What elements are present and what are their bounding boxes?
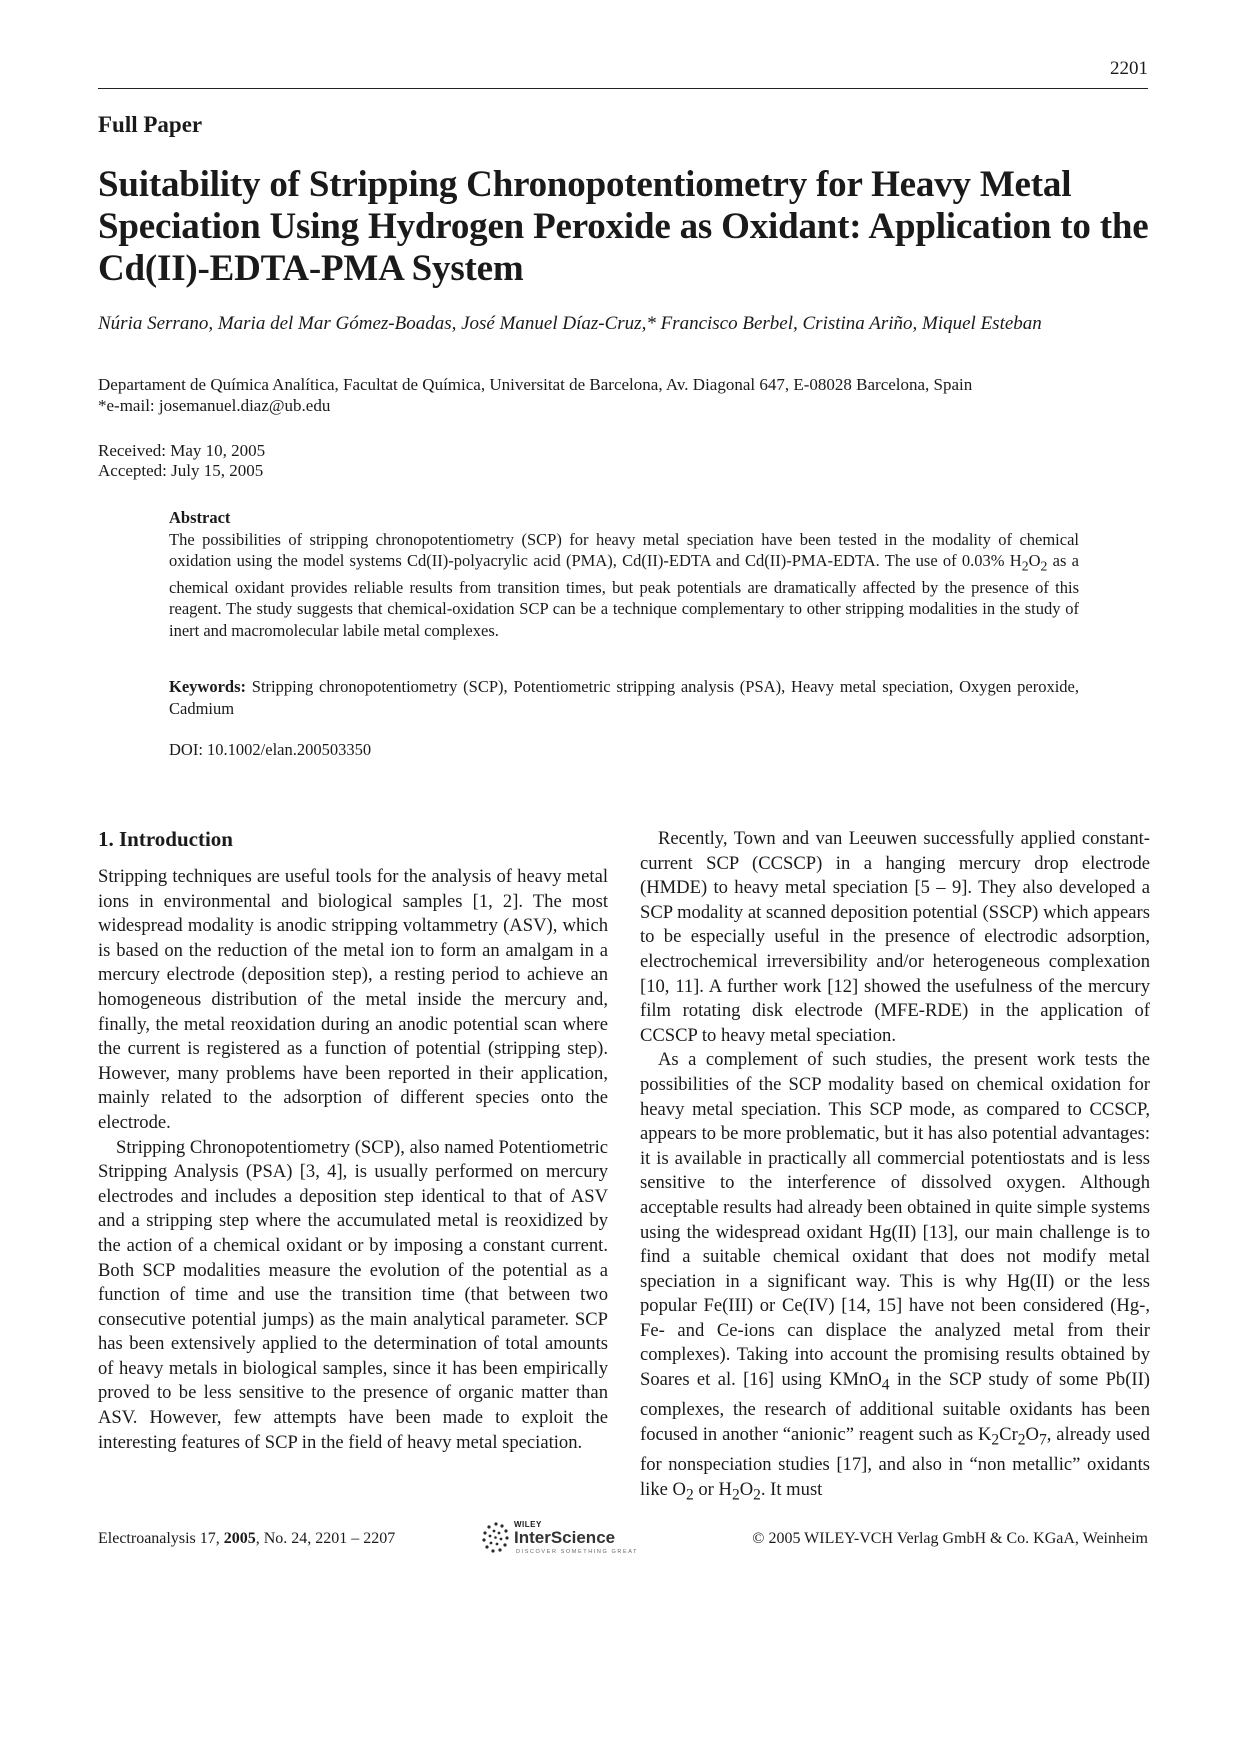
keywords [169, 676, 1079, 719]
header-rule [98, 88, 1148, 89]
received-date: Received: May 10, 2005 [98, 441, 266, 460]
abstract [169, 507, 1079, 641]
body-column-left [98, 827, 608, 1455]
manuscript-dates [98, 441, 265, 481]
interscience-sphere-icon [480, 1520, 512, 1558]
abstract-heading: Abstract [169, 508, 231, 527]
paragraph: As a complement of such studies, the present work tests the possibilities of the SCP modality based on chemical oxidation for heavy metal speciation. This SCP mode, as compared to CCSCP, appears to be more problematic, but it has also potential advantages: it is available in practically all commercial potentiostats and is less sensitive to the interference of dissolved oxygen. Although acceptable results had already been obtained in quite simple systems using the widespread oxidant Hg(II) [13], our main challenge is to find a suitable chemical oxidant that does not modify metal speciation in a significant way. This is why Hg(II) or the less popular Fe(III) or Ce(IV) [14, 15] have not been considered (Hg-, Fe- and Ce-ions can displace the analyzed metal from their complexes). Taking into account the promising results obtained by Soares et al. [16] using KMnO$_4$ in the SCP study of some Pb(II) complexes, the research of additional suitable oxidants has been focused in another “anionic” reagent such as $K_2Cr_2O_7$, already used for nonspeciation studies [17], and also in “non metallic” oxidants like $O_2$ or $H_2O_2$. It must [640, 1049, 1150, 1504]
copyright: © 2005 WILEY-VCH Verlag GmbH & Co. KGaA, Weinheim [752, 1530, 1148, 1547]
affiliation-block [98, 374, 1178, 416]
paper-title [98, 164, 1158, 290]
accepted-date: Accepted: July 15, 2005 [98, 461, 264, 480]
affiliation: Departament de Química Analítica, Facultat de Química, Universitat de Barcelona, Av. Diagonal 647, E-08028 Barcelona, Spain [98, 375, 973, 394]
title-line: Suitability of Stripping Chronopotentiometry for Heavy Metal [98, 164, 1072, 205]
paragraph: Recently, Town and van Leeuwen successfully applied constant-current SCP (CCSCP) in a hanging mercury drop electrode (HMDE) to heavy metal speciation [5 – 9]. They also developed a SCP modality at scanned deposition potential (SSCP) which appears to be especially useful in the presence of electrodic adsorption, electrochemical irreversibility and/or heterogeneous complexation [10, 11]. A further work [12] showed the usefulness of the mercury film rotating disk electrode (MFE-RDE) in the application of CCSCP to heavy metal speciation. [640, 828, 1150, 1046]
body-column-right [640, 827, 1150, 1508]
interscience-logo[interactable] [480, 1519, 640, 1559]
logo-tagline: DISCOVER SOMETHING GREAT [516, 1549, 639, 1555]
paragraph: Stripping techniques are useful tools for the analysis of heavy metal ions in environmental and biological samples [1, 2]. The most widespread modality is anodic stripping voltammetry (ASV), which is based on the reduction of the metal ion to form an amalgam in a mercury electrode (deposition step), a resting period to achieve an homogeneous distribution of the metal inside the mercury and, finally, the metal reoxidation during an anodic potential scan where the current is registered as a function of potential (stripping step). However, many problems have been reported in their application, mainly related to the adsorption of different species onto the electrode. [98, 866, 608, 1133]
paragraph: Stripping Chronopotentiometry (SCP), also named Potentiometric Stripping Analysis (PSA) [3, 4], is usually performed on mercury electrodes and includes a deposition step identical to that of ASV and a stripping step where the accumulated metal is reoxidized by the action of a chemical oxidant or by imposing a constant current. Both SCP modalities measure the evolution of the potential as a function of time and use the transition time (that between two consecutive potential jumps) as the main analytical parameter. SCP has been extensively applied to the determination of total amounts of heavy metals in biological samples, since it has been empirically proved to be less sensitive to the presence of organic matter than ASV. However, few attempts have been made to exploit the interesting features of SCP in the field of heavy metal speciation. [98, 1136, 608, 1453]
title-line: Cd(II)-EDTA-PMA System [98, 248, 524, 289]
author-list: Núria Serrano, Maria del Mar Gómez-Boadas, José Manuel Díaz-Cruz,* Francisco Berbel, Cristina Ariño, Miquel Esteban [98, 313, 1042, 334]
abstract-text: The possibilities of stripping chronopotentiometry (SCP) for heavy metal speciation have been tested in the modality of chemical oxidation using the model systems Cd(II)-polyacrylic acid (PMA), Cd(II)-EDTA and Cd(II)-PMA-EDTA. The use of 0.03% $H_2O_2$ as a chemical oxidant provides reliable results from transition times, but peak potentials are dramatically affected by the presence of this reagent. The study suggests that chemical-oxidation SCP can be a technique complementary to other stripping modalities in the study of inert and macromolecular labile metal complexes. [169, 529, 1079, 640]
doi[interactable]: DOI: 10.1002/elan.200503350 [169, 740, 372, 759]
logo-name: InterScience [514, 1528, 616, 1547]
title-line: Speciation Using Hydrogen Peroxide as Oxidant: Application to the [98, 206, 1149, 247]
section-heading-introduction: 1. Introduction [98, 827, 233, 851]
keywords-text: Stripping chronopotentiometry (SCP), Potentiometric stripping analysis (PSA), Heavy metal speciation, Oxygen peroxide, Cadmium [169, 677, 1079, 718]
journal-citation: Electroanalysis 17, 2005, No. 24, 2201 – 2207 [98, 1530, 396, 1547]
keywords-label: Keywords: [169, 677, 246, 696]
logo-wiley-text: WILEY [514, 1520, 542, 1529]
page-number: 2201 [1110, 58, 1148, 79]
corresponding-email: *e-mail: josemanuel.diaz@ub.edu [98, 396, 331, 415]
section-label: Full Paper [98, 112, 203, 137]
